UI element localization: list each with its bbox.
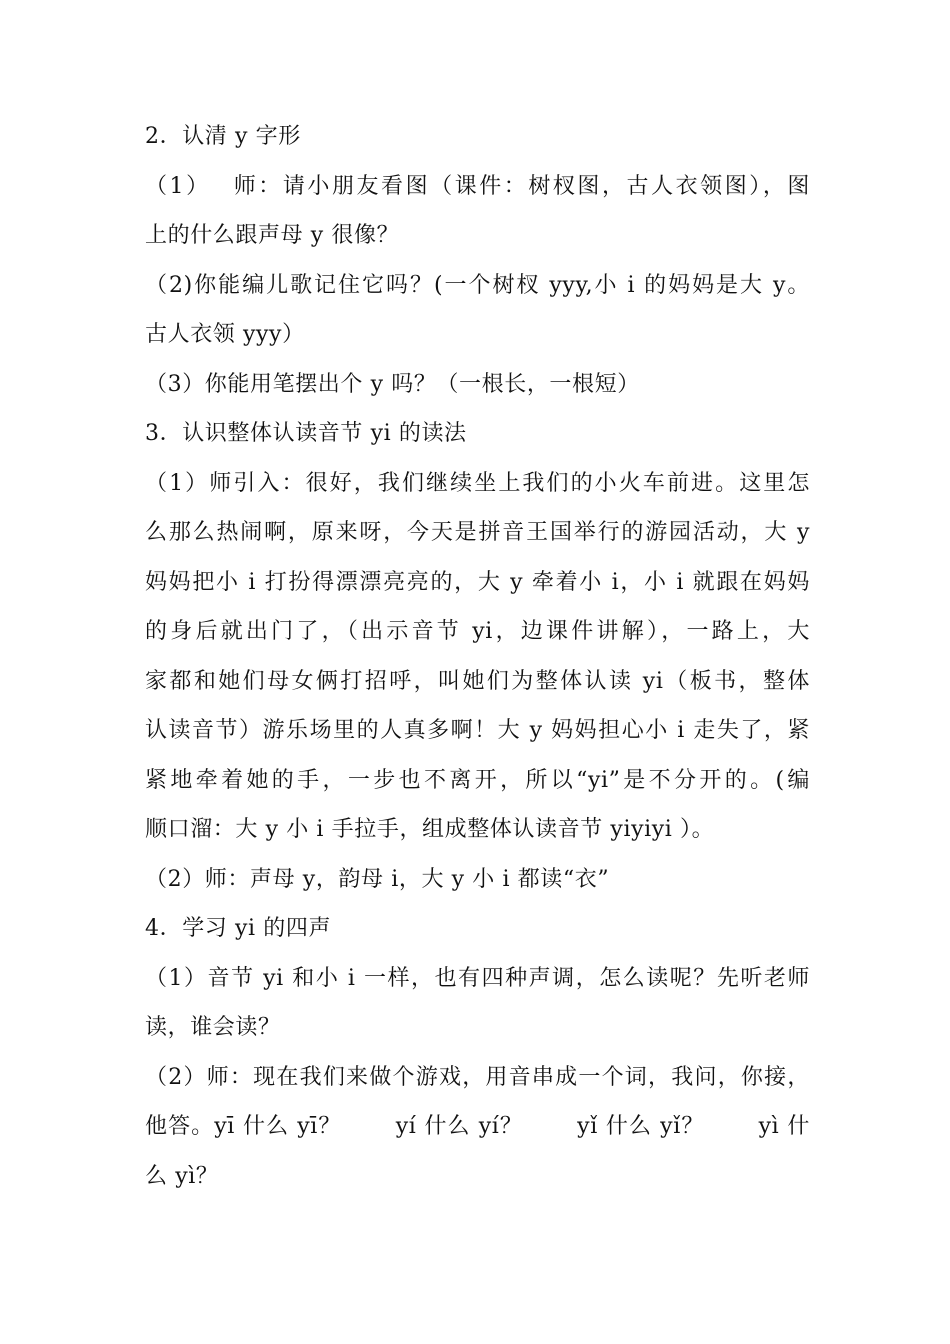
section-heading-2: 2．认清 y 字形	[145, 124, 301, 149]
paragraph-line: 家都和她们母女俩打招呼，叫她们为整体认读 yi（板书，整体	[145, 668, 810, 694]
paragraph-line: （3）你能用笔摆出个 y 吗？（一根长，一根短）	[145, 371, 640, 397]
paragraph-line: 顺口溜：大 y 小 i 手拉手，组成整体认读音节 yiyiyi ）。	[145, 817, 715, 842]
paragraph-line: 认读音节）游乐场里的人真多啊！大 y 妈妈担心小 i 走失了，紧	[145, 718, 810, 743]
section-heading-4: 4．学习 yi 的四声	[145, 916, 332, 941]
paragraph-line: （2）师：声母 y，韵母 i，大 y 小 i 都读“衣”	[145, 866, 610, 892]
paragraph-line: （2)你能编儿歌记住它吗？(一个树杈 yyy,小 i 的妈妈是大 y。	[145, 272, 810, 298]
paragraph-line: 么那么热闹啊，原来呀，今天是拼音王国举行的游园活动，大 y	[145, 520, 810, 545]
paragraph-line: 读，谁会读？	[145, 1015, 281, 1040]
paragraph-line: 妈妈把小 i 打扮得漂漂亮亮的，大 y 牵着小 i，小 i 就跟在妈妈	[145, 569, 810, 595]
paragraph-line: 紧地牵着她的手，一步也不离开，所以“yi”是不分开的。(编	[145, 767, 810, 793]
paragraph-line: （1）音节 yi 和小 i 一样，也有四种声调，怎么读呢？先听老师	[145, 965, 810, 991]
section-heading-3: 3．认识整体认读音节 yi 的读法	[145, 421, 467, 446]
paragraph-line: 他答。yī 什么 yī？ yí 什么 yí？ yǐ 什么 yǐ？ yì 什	[145, 1114, 810, 1139]
document-body	[145, 112, 810, 1201]
paragraph-line: 的身后就出门了，（出示音节 yi，边课件讲解），一路上，大	[145, 619, 810, 644]
paragraph-line: （1） 师：请小朋友看图（课件：树杈图，古人衣领图），图	[145, 173, 810, 199]
paragraph-line: 上的什么跟声母 y 很像？	[145, 223, 400, 248]
paragraph-line: （1）师引入：很好，我们继续坐上我们的小火车前进。这里怎	[145, 470, 810, 496]
paragraph-line: 古人衣领 yyy）	[145, 322, 305, 347]
paragraph-line: 么 yì？	[145, 1163, 219, 1189]
paragraph-line: （2）师：现在我们来做个游戏，用音串成一个词，我问，你接，	[145, 1064, 810, 1090]
